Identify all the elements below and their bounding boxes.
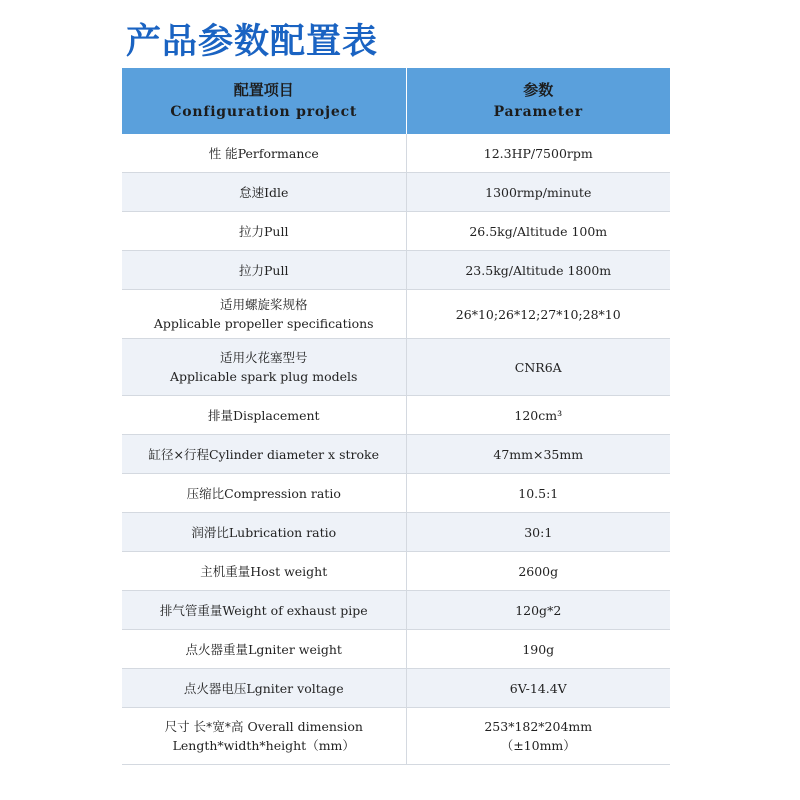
header-col1-cn: 配置项目	[233, 81, 294, 99]
row-label-cn: 排量	[207, 407, 233, 423]
table-row	[122, 669, 670, 708]
row-label	[122, 173, 406, 212]
row-value: CNR6A	[406, 339, 670, 396]
row-label-en: Cylinder diameter x stroke	[208, 446, 379, 462]
spec-table	[122, 68, 670, 765]
row-label	[122, 669, 406, 708]
table-row	[122, 396, 670, 435]
row-label-en: Idle	[264, 184, 289, 200]
row-value: 2600g	[406, 552, 670, 591]
row-label-cn: 性 能	[208, 145, 238, 161]
row-value: 12.3HP/7500rpm	[406, 134, 670, 173]
row-label-cn: 点火器电压	[183, 680, 247, 696]
row-value: 30:1	[406, 513, 670, 552]
row-label-cn: 拉力	[239, 262, 265, 278]
row-label	[122, 290, 406, 339]
table-row	[122, 134, 670, 173]
header-col1-en: Configuration project	[170, 104, 358, 120]
page-title: 产品参数配置表	[126, 22, 379, 62]
row-label-en: Displacement	[232, 407, 320, 423]
row-value: 26*10;26*12;27*10;28*10	[406, 290, 670, 339]
table-row	[122, 474, 670, 513]
table-row	[122, 290, 670, 339]
row-value-line1: 253*182*204mm	[484, 719, 593, 734]
table-row	[122, 339, 670, 396]
row-label-en: Lubrication ratio	[228, 524, 337, 540]
row-label-cn: 适用螺旋桨规格	[219, 297, 308, 312]
row-label-en: Weight of exhaust pipe	[222, 602, 368, 618]
row-label-cn: 润滑比	[191, 524, 229, 540]
table-row	[122, 212, 670, 251]
row-label	[122, 435, 406, 474]
row-label	[122, 630, 406, 669]
table-row	[122, 251, 670, 290]
row-label-en-line2: Length*width*height（mm）	[172, 738, 355, 753]
row-value: 120cm³	[406, 396, 670, 435]
row-label-en: Pull	[264, 262, 289, 278]
row-value: 23.5kg/Altitude 1800m	[406, 251, 670, 290]
row-label-cn: 拉力	[239, 223, 265, 239]
table-row	[122, 513, 670, 552]
row-label-en: Compression ratio	[224, 485, 341, 501]
row-label	[122, 474, 406, 513]
row-value: 10.5:1	[406, 474, 670, 513]
row-label	[122, 251, 406, 290]
row-value: 47mm×35mm	[406, 435, 670, 474]
row-label-en: Performance	[237, 145, 319, 161]
row-label	[122, 591, 406, 630]
table-row	[122, 552, 670, 591]
header-parameter	[406, 68, 670, 134]
row-label-en: Host weight	[250, 563, 328, 579]
header-col2-en: Parameter	[493, 104, 583, 120]
row-label	[122, 212, 406, 251]
row-label-cn: 适用火花塞型号	[219, 350, 308, 365]
row-label-cn: 尺寸 长*宽*高	[164, 719, 244, 734]
table-row	[122, 630, 670, 669]
row-label-en: Pull	[264, 223, 289, 239]
row-label	[122, 513, 406, 552]
header-configuration-project	[122, 68, 406, 134]
row-label	[122, 552, 406, 591]
row-label-cn: 排气管重量	[159, 602, 223, 618]
row-value	[406, 708, 670, 765]
row-label-cn: 压缩比	[186, 485, 225, 501]
row-label-cn: 怠速	[239, 184, 265, 200]
row-label	[122, 708, 406, 765]
table-row	[122, 435, 670, 474]
row-value-line2: （±10mm）	[500, 738, 576, 753]
row-value: 6V-14.4V	[406, 669, 670, 708]
row-label-en: Overall dimension	[247, 719, 363, 734]
row-value: 1300rmp/minute	[406, 173, 670, 212]
row-value: 26.5kg/Altitude 100m	[406, 212, 670, 251]
table-row	[122, 173, 670, 212]
row-label-cn: 缸径×行程	[148, 446, 209, 462]
row-label	[122, 339, 406, 396]
row-label-en: Lgniter weight	[248, 641, 342, 657]
row-label-en: Applicable spark plug models	[170, 369, 358, 384]
row-label-cn: 点火器重量	[185, 641, 249, 657]
row-label	[122, 134, 406, 173]
row-value: 120g*2	[406, 591, 670, 630]
table-header-row	[122, 68, 670, 134]
row-label-en: Applicable propeller specifications	[153, 316, 374, 331]
row-label-en: Lgniter voltage	[246, 680, 344, 696]
table-row	[122, 591, 670, 630]
header-col2-cn: 参数	[523, 81, 554, 99]
row-label-cn: 主机重量	[200, 563, 251, 579]
row-value: 190g	[406, 630, 670, 669]
row-label	[122, 396, 406, 435]
table-row	[122, 708, 670, 765]
